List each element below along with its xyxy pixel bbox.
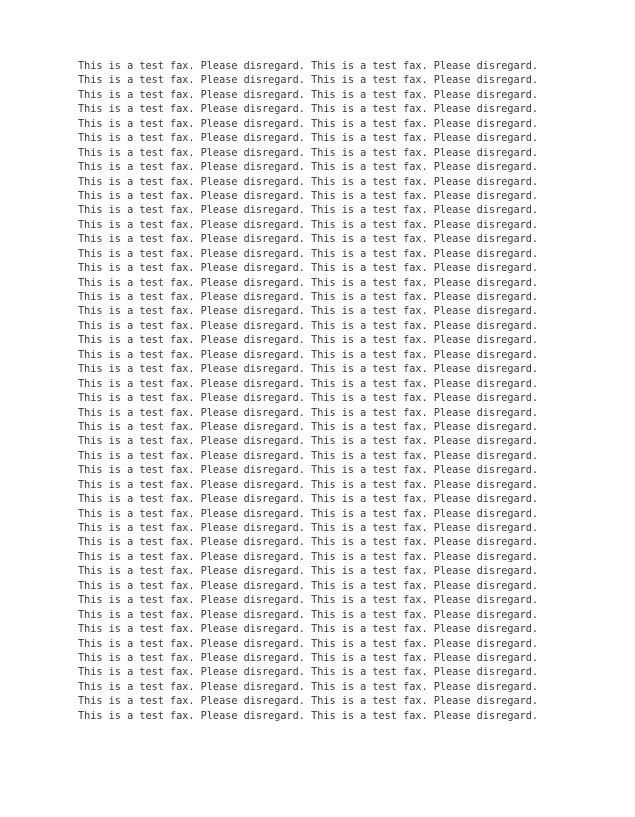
text-line: This is a test fax. Please disregard. This is a test fax. Please disregard. [78,566,539,578]
text-line: This is a test fax. Please disregard. This is a test fax. Please disregard. [78,133,539,145]
text-line: This is a test fax. Please disregard. This is a test fax. Please disregard. [78,349,539,361]
text-line: This is a test fax. Please disregard. This is a test fax. Please disregard. [78,494,539,506]
text-line: This is a test fax. Please disregard. This is a test fax. Please disregard. [78,277,539,289]
text-line: This is a test fax. Please disregard. This is a test fax. Please disregard. [78,624,539,636]
text-line: This is a test fax. Please disregard. This is a test fax. Please disregard. [78,292,539,303]
text-line: This is a test fax. Please disregard. This is a test fax. Please disregard. [78,393,539,405]
text-line: This is a test fax. Please disregard. This is a test fax. Please disregard. [78,234,539,246]
text-line: This is a test fax. Please disregard. This is a test fax. Please disregard. [78,465,539,477]
text-line: This is a test fax. Please disregard. This is a test fax. Please disregard. [78,508,539,520]
text-line: This is a test fax. Please disregard. This is a test fax. Please disregard. [78,479,539,491]
text-line: This is a test fax. Please disregard. This is a test fax. Please disregard. [78,190,539,202]
text-line: This is a test fax. Please disregard. This is a test fax. Please disregard. [78,335,539,347]
text-line: This is a test fax. Please disregard. This is a test fax. Please disregard. [78,609,539,621]
text-line: This is a test fax. Please disregard. This is a test fax. Please disregard. [78,378,539,390]
text-line: This is a test fax. Please disregard. This is a test fax. Please disregard. [78,551,539,563]
text-line: This is a test fax. Please disregard. This is a test fax. Please disregard. [78,306,539,318]
text-line: This is a test fax. Please disregard. This is a test fax. Please disregard. [78,320,539,332]
text-line: This is a test fax. Please disregard. This is a test fax. Please disregard. [78,638,539,650]
text-line: This is a test fax. Please disregard. This is a test fax. Please disregard. [78,147,539,159]
text-line: This is a test fax. Please disregard. This is a test fax. Please disregard. [78,104,539,116]
text-line: This is a test fax. Please disregard. This is a test fax. Please disregard. [78,205,539,217]
text-line: This is a test fax. Please disregard. This is a test fax. Please disregard. [78,710,539,722]
text-line: This is a test fax. Please disregard. This is a test fax. Please disregard. [78,364,539,376]
text-line: This is a test fax. Please disregard. This is a test fax. Please disregard. [78,537,539,549]
text-line: This is a test fax. Please disregard. This is a test fax. Please disregard. [78,667,539,679]
text-line: This is a test fax. Please disregard. This is a test fax. Please disregard. [78,595,539,607]
text-line: This is a test fax. Please disregard. This is a test fax. Please disregard. [78,421,539,433]
text-line: This is a test fax. Please disregard. This is a test fax. Please disregard. [78,162,539,174]
text-line: This is a test fax. Please disregard. This is a test fax. Please disregard. [78,652,539,664]
text-line: This is a test fax. Please disregard. This is a test fax. Please disregard. [78,176,539,188]
text-line: This is a test fax. Please disregard. This is a test fax. Please disregard. [78,696,539,708]
text-line: This is a test fax. Please disregard. This is a test fax. Please disregard. [78,219,539,231]
text-line: This is a test fax. Please disregard. This is a test fax. Please disregard. [78,450,539,462]
text-line: This is a test fax. Please disregard. This is a test fax. Please disregard. [78,407,539,419]
text-line: This is a test fax. Please disregard. This is a test fax. Please disregard. [78,436,539,448]
fax-text-block [78,60,538,724]
text-line: This is a test fax. Please disregard. This is a test fax. Please disregard. [78,75,539,87]
text-line: This is a test fax. Please disregard. This is a test fax. Please disregard. [78,61,539,72]
text-line: This is a test fax. Please disregard. This is a test fax. Please disregard. [78,263,539,275]
text-line: This is a test fax. Please disregard. This is a test fax. Please disregard. [78,248,539,260]
text-line: This is a test fax. Please disregard. This is a test fax. Please disregard. [78,89,539,101]
text-line: This is a test fax. Please disregard. This is a test fax. Please disregard. [78,523,539,534]
text-line: This is a test fax. Please disregard. This is a test fax. Please disregard. [78,580,539,592]
text-line: This is a test fax. Please disregard. This is a test fax. Please disregard. [78,681,539,693]
text-line: This is a test fax. Please disregard. This is a test fax. Please disregard. [78,118,539,130]
